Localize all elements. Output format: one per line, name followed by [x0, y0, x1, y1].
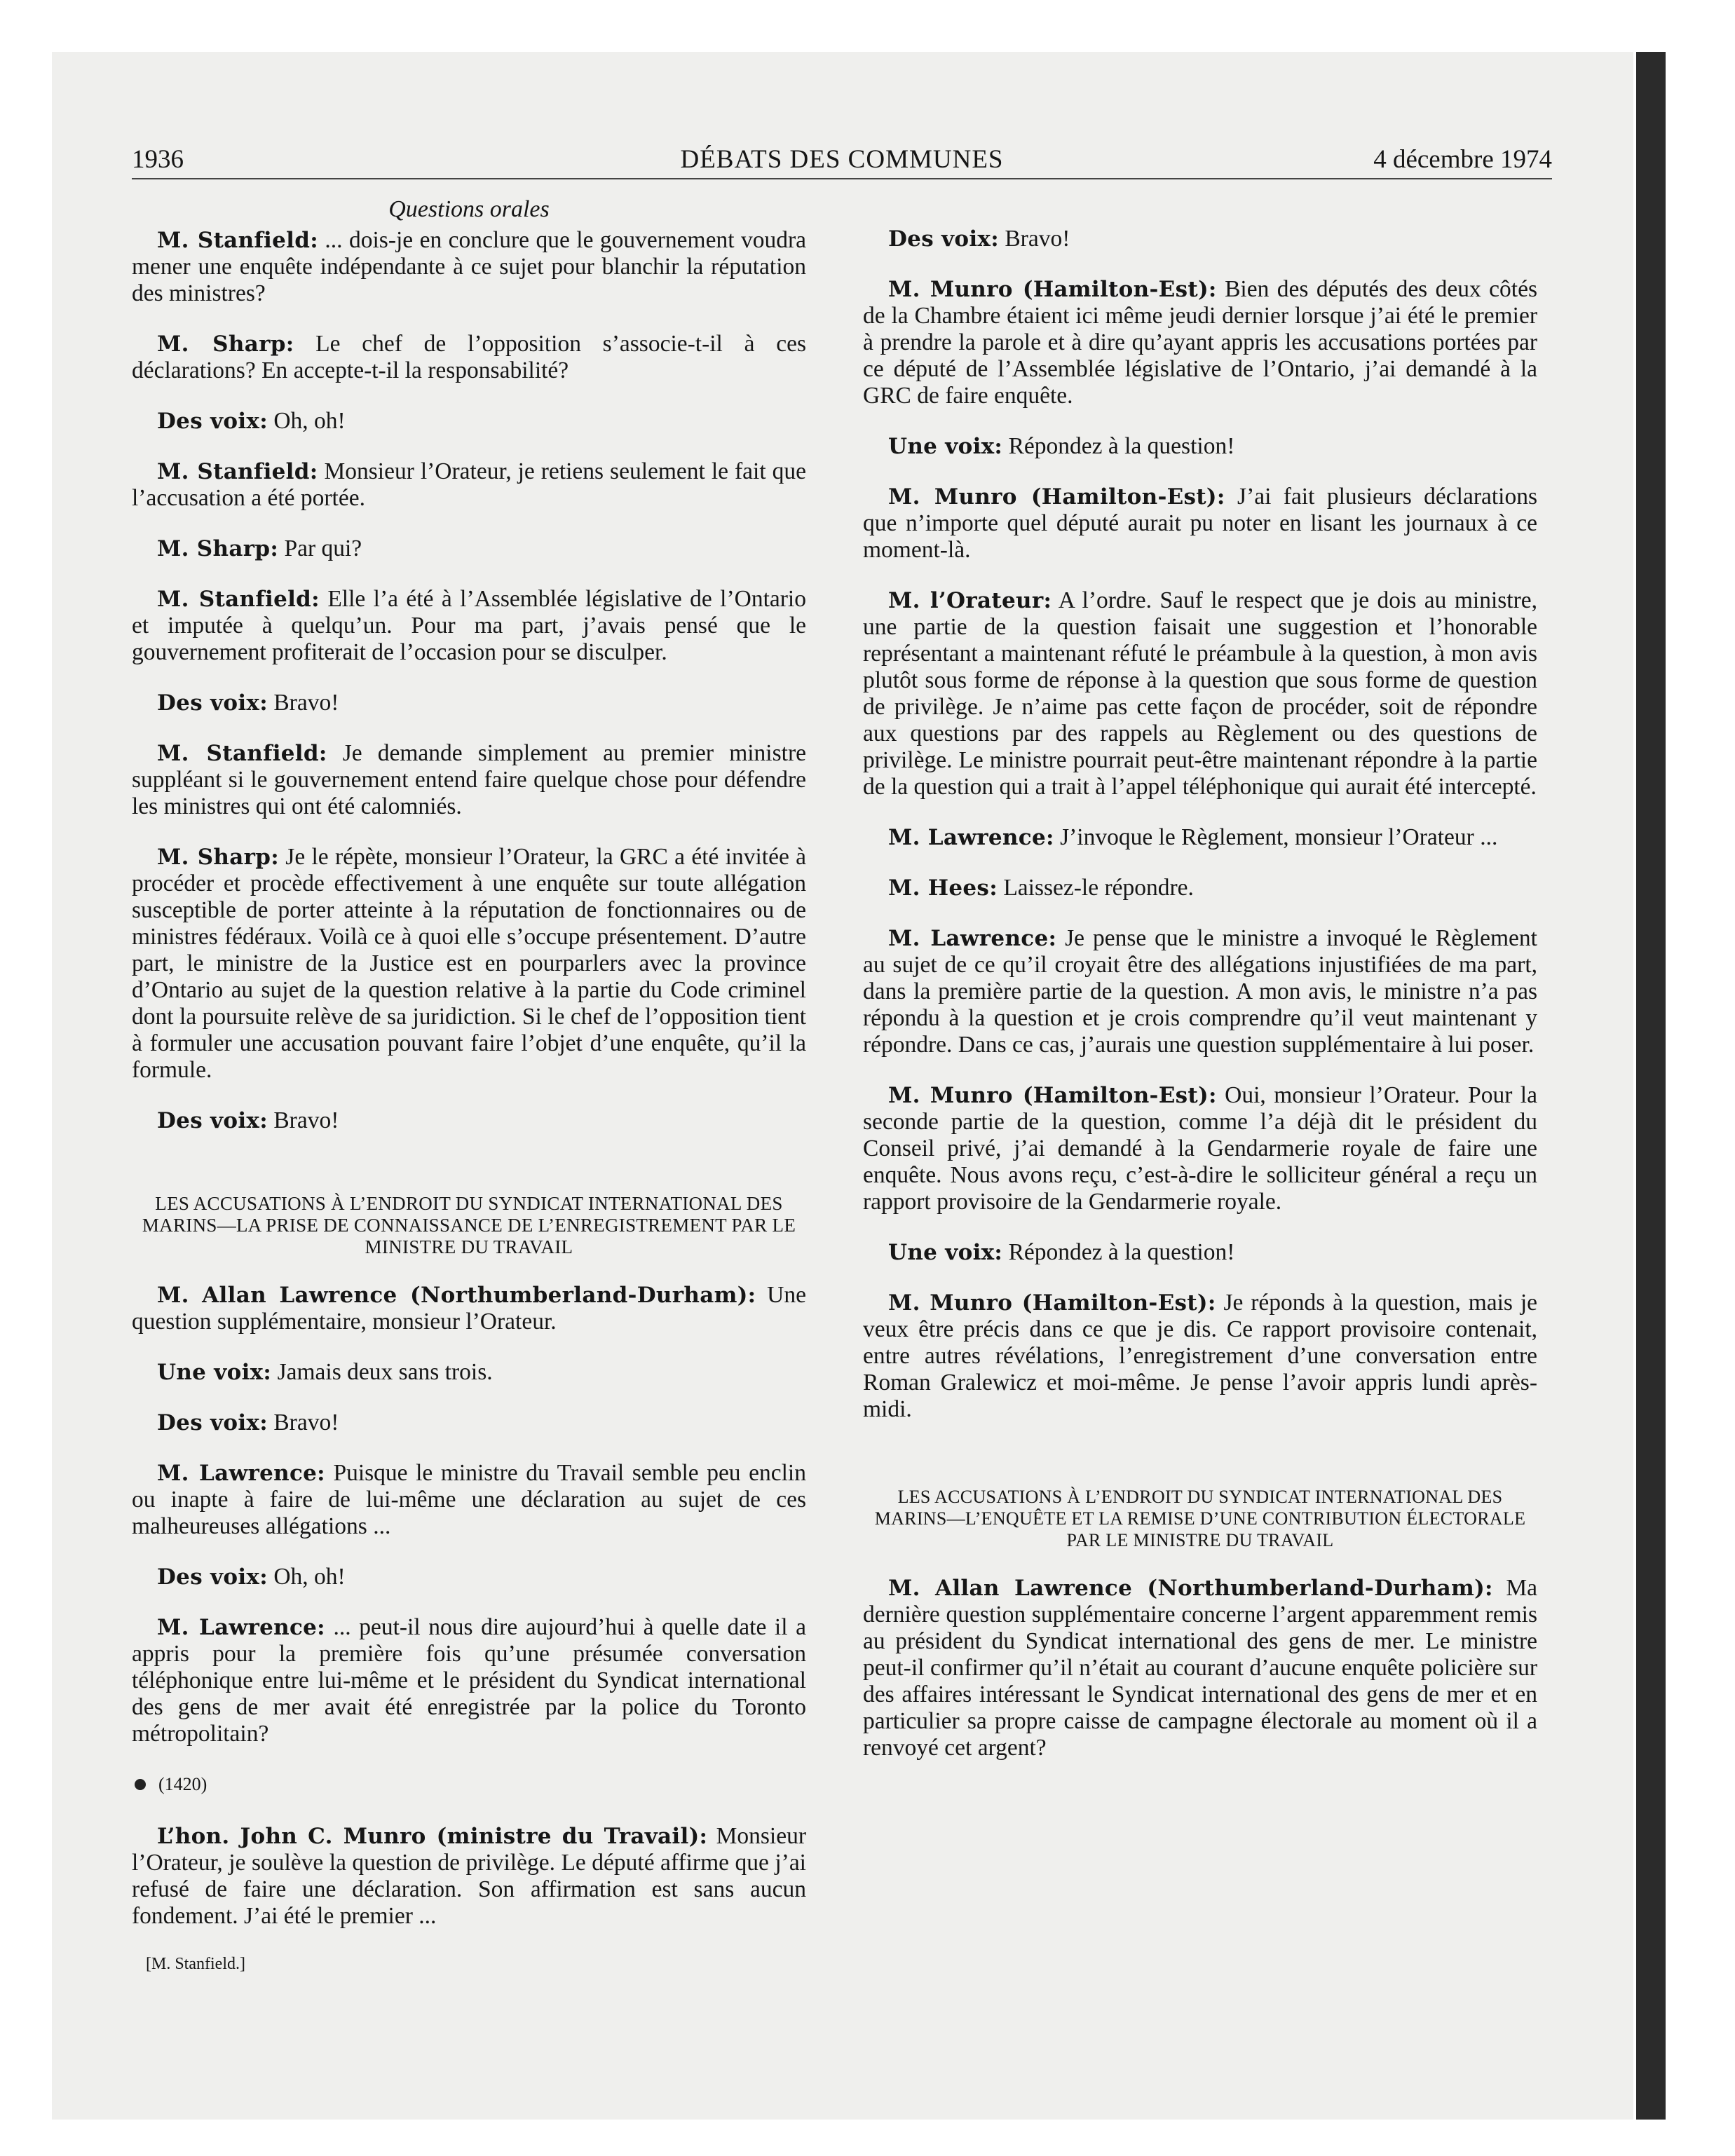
speech-text: Elle l’a été à l’Assemblée législative de l’Ontario et imputée à quelqu’un. Pour ma part, j’avais pensé que le gouvernement profiterait de l’occasion pour se disculper. — [132, 586, 806, 665]
speaker-name: M. Stanfield: — [157, 741, 327, 766]
speech-paragraph — [863, 226, 1537, 252]
speech-text: J’invoque le Règlement, monsieur l’Orateur ... — [1054, 824, 1498, 850]
left-column — [132, 196, 806, 1977]
right-paragraphs-1 — [863, 226, 1537, 1423]
speech-paragraph — [132, 1564, 806, 1590]
speech-text: Bravo! — [267, 1107, 339, 1133]
right-paragraphs-2 — [863, 1575, 1537, 1761]
speech-paragraph — [132, 844, 806, 1084]
speech-text: J’ai fait plusieurs déclarations que n’importe quel député aurait pu noter en lisant les journaux à ce moment-là. — [863, 484, 1538, 563]
speaker-name: Des voix: — [157, 1108, 268, 1133]
speech-paragraph — [863, 1290, 1537, 1423]
section-heading: LES ACCUSATIONS À L’ENDROIT DU SYNDICAT INTERNATIONAL DES MARINS—L’ENQUÊTE ET LA REMISE D’UNE CONTRIBUTION ÉLECTORALE PAR LE MINISTRE DU TRAVAIL — [874, 1487, 1526, 1550]
speech-paragraph — [132, 740, 806, 820]
speech-paragraph — [132, 1460, 806, 1540]
speech-text: Bravo! — [267, 1410, 339, 1435]
speaker-name: Des voix: — [888, 226, 999, 252]
speech-text: Je pense que le ministre a invoqué le Règlement au sujet de ce qu’il croyait être des allégations injustifiées de ma part, dans la première partie de la question. A mon avis, le ministre n’a pas répondu à la question et je crois comprendre qu’il veut maintenant y répondre. Dans ce cas, j’aurais une question supplémentaire à lui poser. — [863, 925, 1537, 1058]
speaker-name: M. Lawrence: — [888, 926, 1057, 951]
speaker-name: M. Allan Lawrence (Northumberland-Durham): — [888, 1576, 1493, 1601]
speech-paragraph — [863, 1082, 1537, 1215]
speech-paragraph — [132, 408, 806, 435]
speaker-name: Une voix: — [888, 1240, 1003, 1265]
scan-edge-bar — [1636, 52, 1666, 2120]
speaker-name: M. Munro (Hamilton-Est): — [888, 1083, 1217, 1108]
speech-paragraph — [132, 1823, 806, 1930]
speech-paragraph — [132, 535, 806, 562]
timestamp-text: (1420) — [158, 1774, 207, 1794]
speech-paragraph — [863, 276, 1537, 409]
speech-text: Puisque le ministre du Travail semble peu enclin ou inapte à faire de lui-même une déclaration au sujet de ces malheureuses allégations ... — [132, 1460, 806, 1539]
left-paragraphs-1 — [132, 227, 806, 1134]
speech-paragraph — [863, 1575, 1537, 1761]
timestamp-marker — [132, 1771, 806, 1798]
speech-text: Oh, oh! — [267, 1564, 346, 1590]
speech-text: Répondez à la question! — [1002, 1239, 1235, 1265]
speech-paragraph — [863, 587, 1537, 800]
speech-paragraph — [132, 1282, 806, 1335]
speaker-name: M. Munro (Hamilton-Est): — [888, 1290, 1216, 1316]
speech-paragraph — [863, 484, 1537, 564]
speaker-name: M. l’Orateur: — [888, 588, 1052, 613]
speaker-name: M. Munro (Hamilton-Est): — [888, 484, 1225, 510]
speaker-name: Des voix: — [157, 1410, 268, 1435]
speech-paragraph — [132, 690, 806, 716]
left-paragraphs-3 — [132, 1823, 806, 1930]
right-column — [863, 226, 1537, 1785]
speech-text: ... dois-je en conclure que le gouvernement voudra mener une enquête indépendante à ce sujet pour blanchir la réputation des ministres? — [132, 227, 807, 306]
speaker-name: M. Allan Lawrence (Northumberland-Durham): — [157, 1283, 756, 1308]
speaker-name: M. Stanfield: — [157, 459, 318, 484]
speech-text: A l’ordre. Sauf le respect que je dois au ministre, une partie de la question faisait une suggestion et l’honorable représentant a maintenant réfuté le préambule à la question, à mon avis plutôt sous forme de réponse à la question que sous forme de question de privilège. Je n’aime pas cette façon de procéder, soit de répondre aux questions par des rappels au Règlement ou des questions de privilège. Le ministre pourrait peut-être maintenant répondre à la partie de la question qui a trait à l’appel téléphonique qui aurait été intercepté. — [863, 587, 1537, 800]
speech-text: Une question supplémentaire, monsieur l’Orateur. — [132, 1282, 806, 1335]
speaker-name: M. Lawrence: — [157, 1461, 325, 1486]
speech-text: Bien des députés des deux côtés de la Chambre étaient ici même jeudi dernier lorsque j’ai été le premier à prendre la parole et à dire qu’ayant appris les accusations portées par ce député de l’Assemblée législative de l’Ontario, j’ai demandé à la GRC de faire enquête. — [863, 276, 1537, 409]
speech-text: Le chef de l’opposition s’associe-t-il à ces déclarations? En accepte-t-il la responsabilité? — [132, 331, 806, 383]
speech-paragraph — [132, 1107, 806, 1134]
speech-text: Monsieur l’Orateur, je soulève la question de privilège. Le député affirme que j’ai refusé de faire une déclaration. Son affirmation est sans aucun fondement. J’ai été le premier ... — [132, 1823, 807, 1929]
speaker-name: M. Sharp: — [157, 332, 294, 357]
speech-text: Oh, oh! — [267, 408, 346, 434]
page-number: 1936 — [132, 145, 184, 174]
speech-paragraph — [863, 925, 1537, 1058]
speech-paragraph — [132, 1359, 806, 1386]
speech-text: Je le répète, monsieur l’Orateur, la GRC a été invitée à procéder et procède effectivement à une enquête sur toute allégation susceptible de porter atteinte à la réputation de fonctionnaires ou de ministres fédéraux. Voilà ce à quoi elle s’occupe présentement. D’autre part, le ministre de la Justice est en pourparlers avec la province d’Ontario au sujet de la question relative à la partie du Code criminel dont la poursuite relève de sa juridiction. Si le chef de l’opposition tient à formuler une accusation pouvant faire l’objet d’une enquête, qu’il la formule. — [132, 844, 806, 1083]
speech-paragraph — [863, 1239, 1537, 1266]
speech-paragraph — [863, 824, 1537, 851]
speech-paragraph — [132, 1410, 806, 1436]
speaker-name: M. Stanfield: — [157, 587, 320, 612]
speaker-name: L’hon. John C. Munro (ministre du Travail): — [157, 1824, 708, 1849]
speech-text: Répondez à la question! — [1002, 433, 1235, 459]
speaker-name: Des voix: — [157, 690, 268, 716]
speech-text: Oui, monsieur l’Orateur. Pour la seconde partie de la question, comme l’a déjà dit le président du Conseil privé, j’ai demandé à la Gendarmerie royale de faire une enquête. Nous avons reçu, c’est-à-dire le solliciteur général a reçu un rapport provisoire de la Gendarmerie royale. — [863, 1082, 1537, 1215]
page-date: 4 décembre 1974 — [1373, 145, 1552, 174]
speech-paragraph — [132, 458, 806, 512]
speaker-name: Des voix: — [157, 1564, 268, 1590]
speaker-name: Une voix: — [888, 434, 1003, 459]
speech-text: Par qui? — [278, 535, 362, 561]
speech-text: Je demande simplement au premier ministre suppléant si le gouvernement entend faire quelque chose pour défendre les ministres qui ont été calomniés. — [132, 740, 806, 819]
speech-paragraph — [132, 586, 806, 666]
section-heading: LES ACCUSATIONS À L’ENDROIT DU SYNDICAT INTERNATIONAL DES MARINS—LA PRISE DE CONNAISSANCE DE L’ENREGISTREMENT PAR LE MINISTRE DU TRAVAIL — [142, 1193, 796, 1257]
publication-title: DÉBATS DES COMMUNES — [680, 145, 1004, 174]
speech-paragraph — [863, 875, 1537, 901]
speech-text: Je réponds à la question, mais je veux être précis dans ce que je dis. Ce rapport provisoire contenait, entre autres révélations, l’enregistrement d’une conversation entre Roman Gralewicz et moi-même. Je pense l’avoir appris lundi après-midi. — [863, 1290, 1538, 1422]
speaker-name: Des voix: — [157, 409, 268, 434]
speaker-name: M. Munro (Hamilton-Est): — [888, 277, 1217, 302]
bullet-dot-icon — [135, 1779, 146, 1790]
speech-paragraph — [132, 331, 806, 384]
speaker-name: M. Lawrence: — [157, 1615, 325, 1640]
speech-paragraph — [863, 433, 1537, 460]
speech-text: Bravo! — [998, 226, 1070, 252]
left-paragraphs-2 — [132, 1282, 806, 1747]
speech-paragraph — [132, 227, 806, 307]
speech-text: Ma dernière question supplémentaire concerne l’argent apparemment remis au président du Syndicat international des gens de mer. Le ministre peut-il confirmer qu’il n’était au courant d’aucune enquête policière sur des affaires intéressant le Syndicat international des gens de mer et en particulier sa propre caisse de campagne électorale au moment où il a renvoyé cet argent? — [863, 1575, 1537, 1761]
speaker-name: M. Sharp: — [157, 845, 279, 870]
speech-text: Jamais deux sans trois. — [271, 1359, 493, 1385]
speech-text: Monsieur l’Orateur, je retiens seulement le fait que l’accusation a été portée. — [132, 458, 806, 511]
speech-text: Bravo! — [267, 690, 339, 716]
running-footnote: [M. Stanfield.] — [146, 1955, 245, 1973]
page-header — [132, 139, 1552, 179]
speaker-name: M. Lawrence: — [888, 825, 1054, 850]
speech-text: Laissez-le répondre. — [997, 875, 1194, 901]
speaker-name: M. Sharp: — [157, 536, 279, 561]
speaker-name: M. Stanfield: — [157, 228, 318, 253]
speech-text: ... peut-il nous dire aujourd’hui à quelle date il a appris pour la première fois qu’une présumée conversation téléphonique entre lui-même et le président du Syndicat international des gens de mer avait été enregistrée par la police du Toronto métropolitain? — [132, 1614, 806, 1747]
speaker-name: M. Hees: — [888, 875, 998, 901]
speaker-name: Une voix: — [157, 1360, 272, 1385]
speech-paragraph — [132, 1614, 806, 1747]
section-subheading: Questions orales — [388, 196, 550, 222]
